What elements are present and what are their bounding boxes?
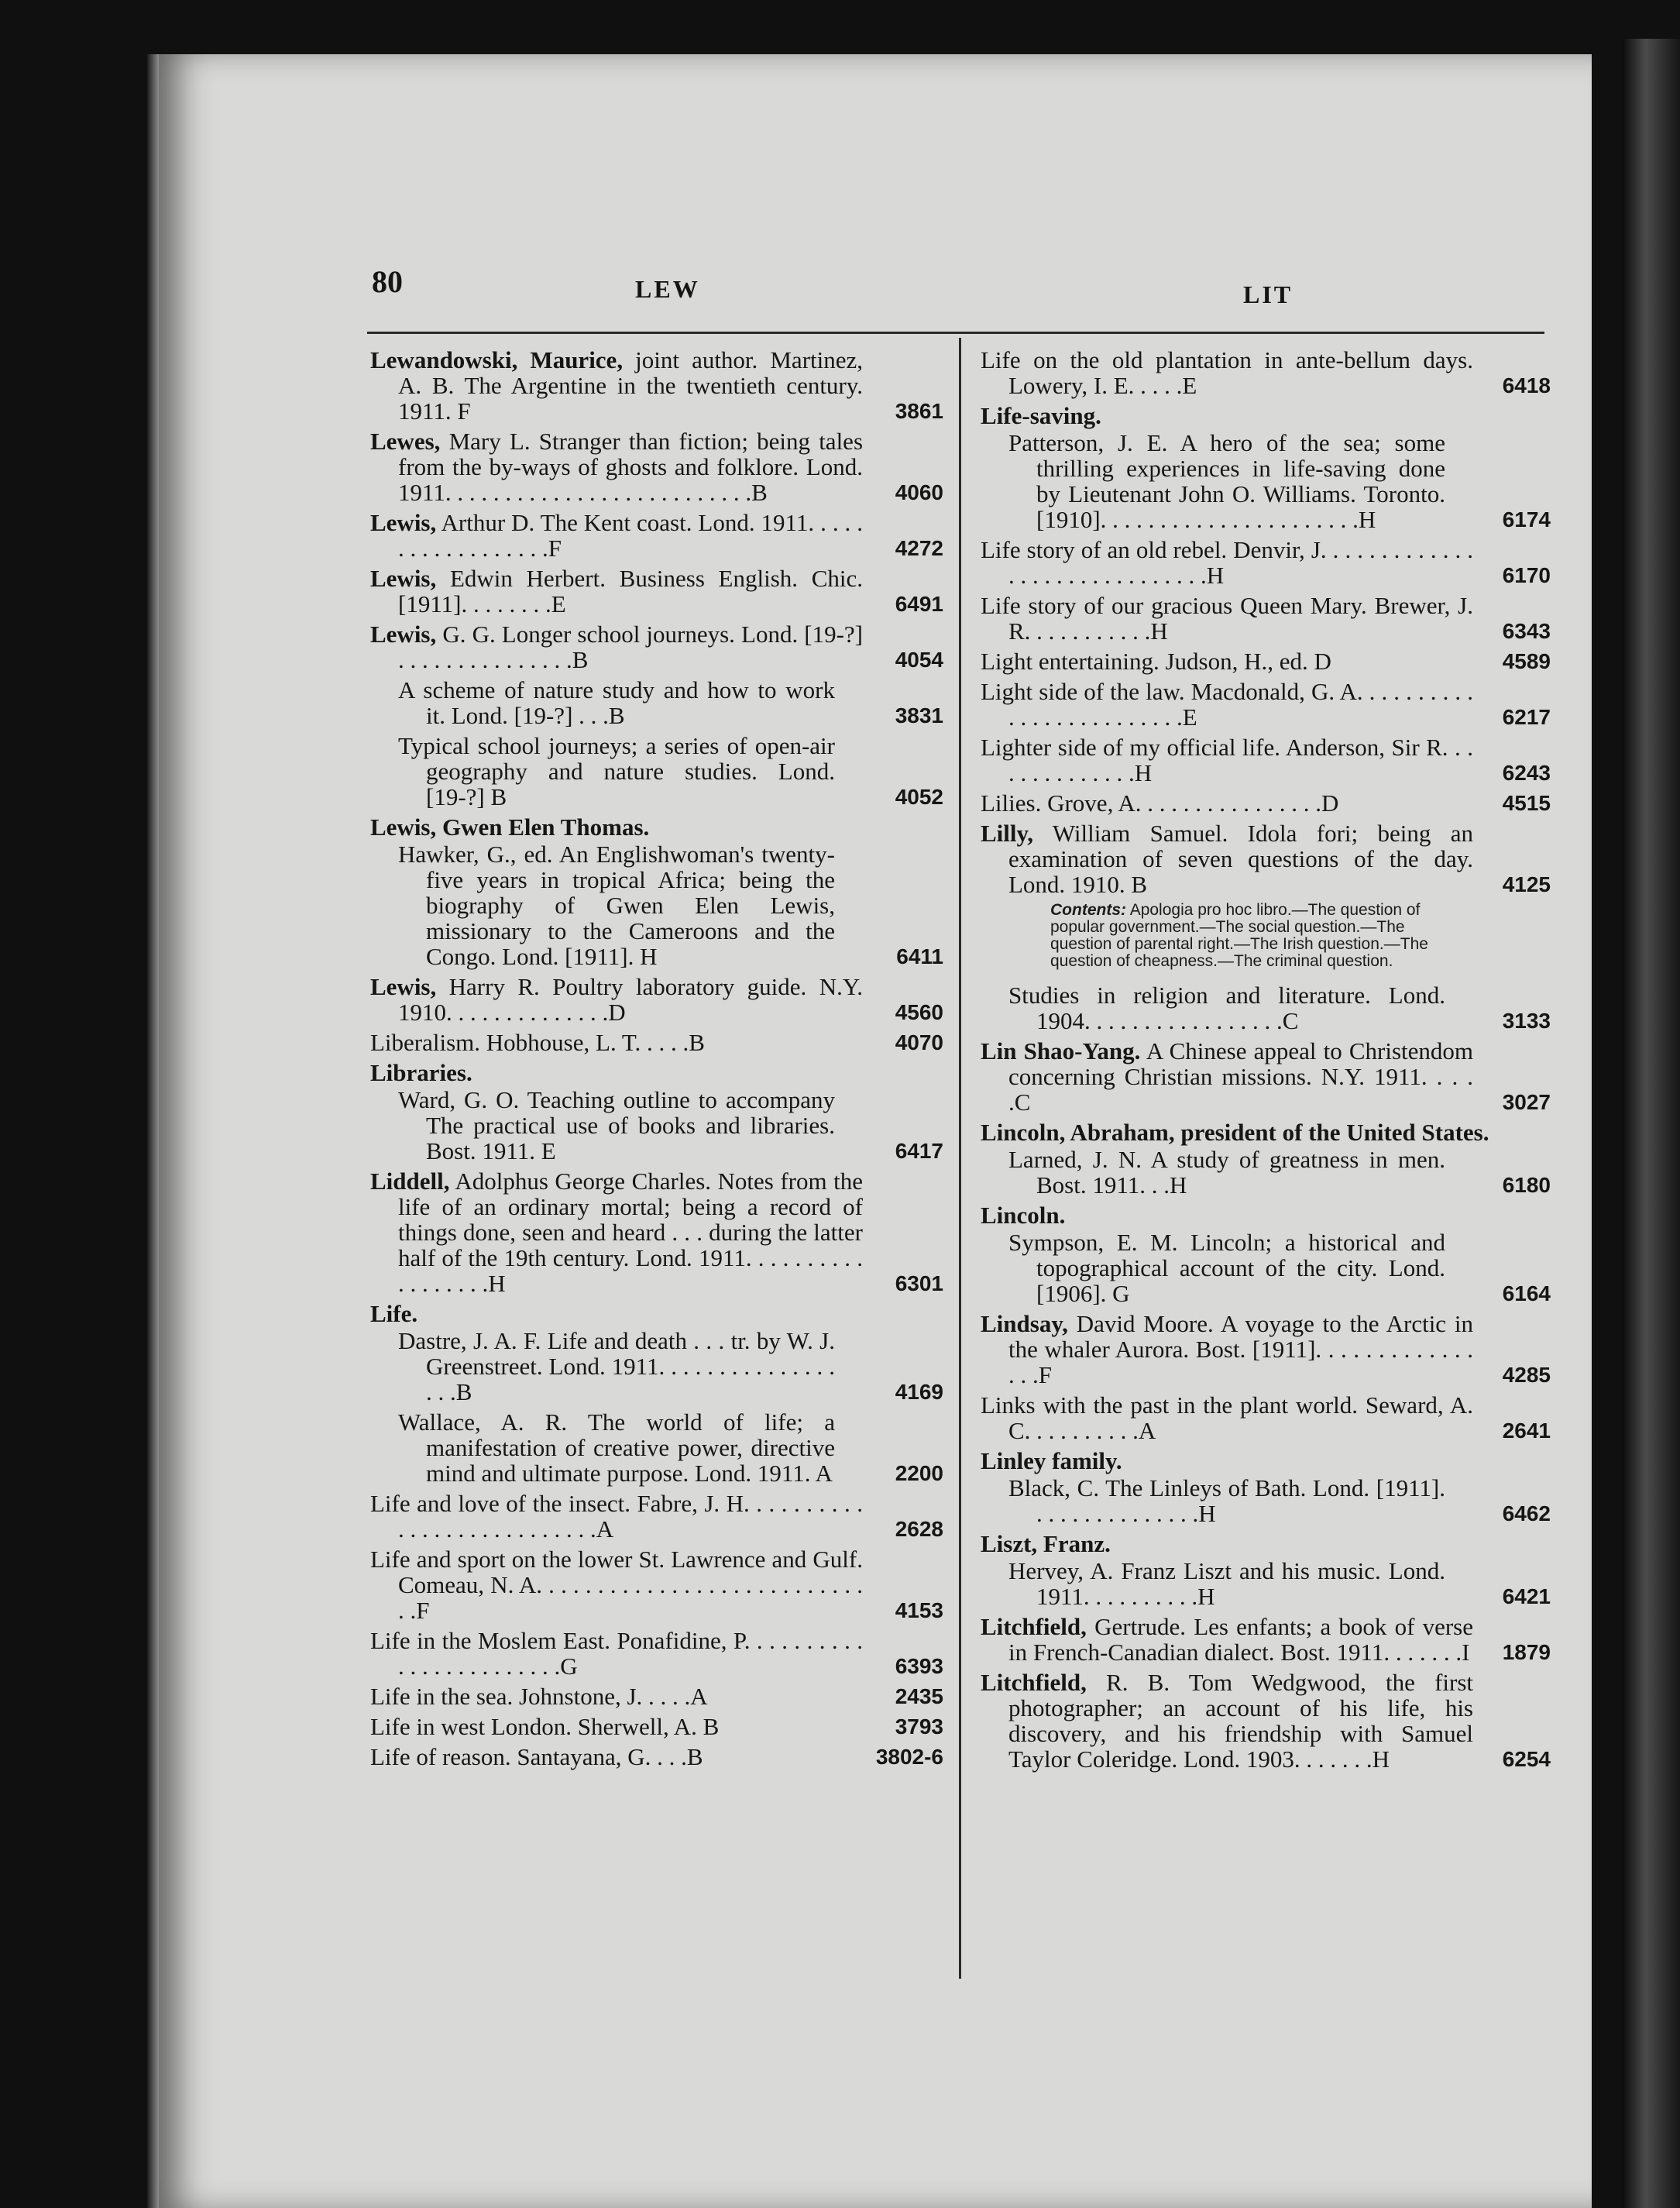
entry-text — [370, 1030, 863, 1055]
entry-description: Ward, G. O. Teaching outline to accompany The practical use of books and libraries. Bost. 1911. E — [398, 1086, 835, 1164]
catalog-entry — [370, 1087, 943, 1164]
entry-text — [981, 1392, 1473, 1443]
entry-description: G. G. Longer school journeys. Lond. [19-?] . . . . . . . . . . . . . . .B — [398, 621, 864, 673]
entry-text — [370, 677, 835, 728]
entry-description: Arthur D. The Kent coast. Lond. 1911. . . . . . . . . . . . . . . . . .F — [398, 509, 863, 562]
call-number: 4070 — [895, 1030, 943, 1054]
entry-description: Light side of the law. Macdonald, G. A. . . . . . . . . . . . . . . . . . . . . . . . .E — [981, 678, 1473, 731]
entry-text — [981, 1475, 1445, 1526]
catalog-entry — [370, 1684, 943, 1709]
catalog-entry — [981, 679, 1551, 730]
entry-description: Links with the past in the plant world. Seward, A. C. . . . . . . . . .A — [981, 1391, 1473, 1444]
entry-description: Life of reason. Santayana, G. . . .B — [370, 1743, 703, 1770]
call-number: 6421 — [1502, 1584, 1551, 1608]
entry-text — [981, 1311, 1473, 1388]
call-number: 3831 — [895, 703, 943, 727]
catalog-entry — [370, 1030, 943, 1055]
entry-text — [370, 1491, 863, 1542]
entry-description: Typical school journeys; a series of open-air geography and nature studies. Lond. [19-?] B — [398, 732, 835, 810]
entry-description: Lilies. Grove, A. . . . . . . . . . . . . . . .D — [981, 789, 1339, 817]
catalog-entry — [981, 790, 1551, 816]
entry-description: William Samuel. Idola fori; being an examination of seven questions of the day. Lond. 1910. B — [1008, 820, 1473, 898]
catalog-entry — [981, 1558, 1551, 1609]
catalog-entry — [370, 1328, 943, 1405]
call-number: 6170 — [1502, 563, 1551, 587]
entry-text — [981, 648, 1473, 674]
entry-text — [370, 1168, 863, 1296]
entry-text — [981, 537, 1473, 588]
call-number: 6301 — [895, 1271, 943, 1295]
subject-heading: Life-saving. — [981, 402, 1101, 429]
entry-text — [370, 974, 863, 1025]
catalog-entry — [370, 1491, 943, 1542]
entry-description: joint author. Martinez, A. B. The Argentine in the twentieth century. 1911. F — [398, 346, 864, 425]
call-number: 6411 — [896, 944, 943, 968]
entry-description: Dastre, J. A. F. Life and death . . . tr. by W. J. Greenstreet. Lond. 1911. . . . . . . . . . . . . . . . . .B — [398, 1327, 835, 1405]
catalog-entry — [981, 1230, 1551, 1306]
right-page-edge — [1623, 39, 1680, 2208]
left-column — [370, 347, 943, 1774]
entry-text — [370, 1744, 863, 1769]
catalog-entry — [981, 347, 1551, 398]
entry-author: Litchfield, — [981, 1669, 1087, 1696]
entry-author: Lindsay, — [981, 1310, 1068, 1337]
entry-description: Sympson, E. M. Lincoln; a historical and topographical account of the city. Lond. [1906]. G — [1008, 1229, 1445, 1307]
entry-description: Larned, J. N. A study of greatness in men. Bost. 1911. . .H — [1008, 1146, 1445, 1199]
catalog-entry — [981, 734, 1551, 786]
call-number: 4560 — [895, 1000, 943, 1024]
subject-heading: Linley family. — [981, 1447, 1122, 1474]
call-number: 4285 — [1502, 1363, 1551, 1387]
entry-description: Light entertaining. Judson, H., ed. D — [981, 648, 1331, 675]
entry-description: Adolphus George Charles. Notes from the life of an ordinary mortal; being a record of things done, seen and heard . . . during the latter half of the 19th century. Lond. 1911. . . . . . . . . . . . . . . . . .H — [398, 1168, 863, 1297]
header-rule — [367, 332, 1544, 334]
catalog-entry — [370, 1714, 943, 1739]
entry-text — [981, 347, 1473, 398]
entry-text — [981, 1670, 1473, 1772]
catalog-entry — [370, 428, 943, 505]
call-number: 6254 — [1502, 1747, 1551, 1771]
entry-text — [370, 1546, 863, 1623]
catalog-entry — [981, 1392, 1551, 1443]
entry-text — [370, 841, 835, 969]
entry-author: Litchfield, — [981, 1613, 1087, 1640]
right-column — [981, 347, 1551, 1776]
catalog-entry — [370, 1546, 943, 1623]
left-guide-word: LEW — [635, 275, 700, 303]
call-number: 6343 — [1502, 619, 1551, 643]
catalog-entry — [981, 1614, 1551, 1665]
catalog-entry — [981, 820, 1551, 897]
contents-label: Contents: — [1050, 901, 1126, 919]
entry-text — [370, 510, 863, 561]
catalog-entry — [370, 1744, 943, 1769]
catalog-entry — [981, 648, 1551, 674]
call-number: 6418 — [1502, 373, 1551, 397]
catalog-entry — [981, 537, 1551, 588]
entry-author: Lin Shao-Yang. — [981, 1037, 1141, 1064]
catalog-entry — [981, 1311, 1551, 1388]
entry-text — [370, 1628, 863, 1679]
call-number: 1879 — [1502, 1640, 1551, 1664]
entry-description: Patterson, J. E. A hero of the sea; some thrilling experiences in life-saving done by Lieutenant John O. Williams. Toronto. [1910]. . . . . . . . . . . . . . . . . . . . . .H — [1008, 429, 1445, 533]
subject-heading: Liszt, Franz. — [981, 1530, 1111, 1557]
contents-note — [1050, 902, 1438, 970]
entry-text — [370, 1328, 835, 1405]
entry-text — [981, 982, 1445, 1033]
entry-text — [981, 790, 1473, 816]
column-divider — [959, 338, 961, 1979]
entry-description: Hawker, G., ed. An Englishwoman's twenty-five years in tropical Africa; being the biography of Gwen Elen Lewis, missionary to the Cameroons and the Congo. Lond. [1911]. H — [398, 841, 835, 970]
right-guide-word: LIT — [1243, 280, 1293, 308]
entry-description: Life in the sea. Johnstone, J. . . . .A — [370, 1683, 708, 1710]
call-number: 2628 — [895, 1517, 943, 1541]
catalog-entry — [981, 1147, 1551, 1198]
page-number: 80 — [372, 264, 403, 299]
call-number: 2435 — [895, 1684, 943, 1708]
entry-text — [981, 1230, 1445, 1306]
entry-description: Life in west London. Sherwell, A. B — [370, 1713, 720, 1740]
entry-author: Lilly, — [981, 820, 1034, 847]
call-number: 4169 — [895, 1380, 943, 1404]
call-number: 6164 — [1502, 1281, 1551, 1305]
entry-author: Lewis, — [370, 973, 437, 1000]
call-number: 6393 — [895, 1654, 943, 1678]
catalog-entry — [370, 510, 943, 561]
entry-description: Harry R. Poultry laboratory guide. N.Y. 1910. . . . . . . . . . . . . .D — [398, 973, 863, 1026]
catalog-entry — [370, 974, 943, 1025]
entry-description: Wallace, A. R. The world of life; a manifestation of creative power, directive mind and ultimate purpose. Lond. 1911. A — [398, 1408, 835, 1487]
entry-author: Liddell, — [370, 1168, 450, 1195]
entry-text — [981, 734, 1473, 786]
catalog-entry — [370, 1168, 943, 1296]
call-number: 4153 — [895, 1598, 943, 1622]
call-number: 6217 — [1502, 705, 1551, 729]
entry-description: Life on the old plantation in ante-bellum days. Lowery, I. E. . . . .E — [981, 346, 1473, 399]
entry-text — [981, 430, 1445, 532]
catalog-entry — [370, 677, 943, 728]
entry-description: Hervey, A. Franz Liszt and his music. Lond. 1911. . . . . . . . . .H — [1008, 1557, 1445, 1610]
entry-text — [370, 428, 863, 505]
entry-author: Lewandowski, Maurice, — [370, 346, 624, 373]
entry-description: Lighter side of my official life. Anderson, Sir R. . . . . . . . . . . . . .H — [981, 734, 1473, 786]
entry-description: Life story of an old rebel. Denvir, J. . . . . . . . . . . . . . . . . . . . . . . . . . . . . .H — [981, 536, 1473, 589]
catalog-entry — [981, 1475, 1551, 1526]
entry-description: A Chinese appeal to Christendom concerning Christian missions. N.Y. 1911. . . . .C — [1008, 1037, 1474, 1116]
entry-description: Mary L. Stranger than fiction; being tales from the by-ways of ghosts and folklore. Lond. 1911. . . . . . . . . . . . . . . . . . . . . . . . . .B — [398, 428, 864, 506]
entry-text — [370, 1714, 863, 1739]
catalog-entry — [370, 1628, 943, 1679]
subject-heading: Life. — [370, 1300, 418, 1327]
entry-text — [370, 1684, 863, 1709]
call-number: 6243 — [1502, 761, 1551, 785]
entry-text — [370, 347, 863, 424]
entry-description: R. B. Tom Wedgwood, the first photographer; an account of his life, his discovery, and his friendship with Samuel Taylor Coleridge. Lond. 1903. . . . . . .H — [1008, 1669, 1474, 1773]
catalog-entry — [370, 566, 943, 617]
entry-description: Gertrude. Les enfants; a book of verse in French-Canadian dialect. Bost. 1911. . . . . . .I — [1008, 1613, 1474, 1666]
catalog-entry — [370, 347, 943, 424]
entry-description: Life story of our gracious Queen Mary. Brewer, J. R. . . . . . . . . . .H — [981, 592, 1473, 645]
catalog-entry — [370, 841, 943, 969]
call-number: 4272 — [895, 536, 943, 560]
catalog-entry — [370, 733, 943, 810]
entry-description: Edwin Herbert. Business English. Chic. [1911]. . . . . . . .E — [398, 565, 864, 617]
call-number: 4589 — [1502, 649, 1551, 673]
catalog-entry — [981, 982, 1551, 1033]
catalog-entry — [981, 1670, 1551, 1772]
entry-text — [981, 593, 1473, 644]
call-number: 6462 — [1502, 1501, 1551, 1525]
entry-text — [981, 820, 1473, 897]
entry-description: A scheme of nature study and how to work it. Lond. [19-?] . . .B — [398, 676, 835, 729]
entry-text — [981, 679, 1473, 730]
entry-text — [981, 1614, 1473, 1665]
contents-text: Apologia pro hoc libro.—The question of popular government.—The social question.—The question of parental right.—The Irish question.—The question of cheapness.—The criminal question. — [1050, 901, 1428, 970]
call-number: 3802-6 — [875, 1745, 943, 1769]
entry-text — [370, 1409, 835, 1486]
entry-text — [981, 1038, 1473, 1115]
catalog-entry — [981, 430, 1551, 532]
call-number: 3861 — [895, 399, 943, 423]
call-number: 6180 — [1502, 1173, 1551, 1197]
subject-heading: Lincoln, Abraham, president of the United States. — [981, 1119, 1489, 1146]
call-number: 6174 — [1502, 507, 1551, 531]
call-number: 2200 — [895, 1461, 943, 1485]
entry-description: Life and sport on the lower St. Lawrence and Gulf. Comeau, N. A. . . . . . . . . . . . . . . . . . . . . . . . . . . . .F — [370, 1546, 863, 1624]
call-number: 6491 — [895, 592, 943, 616]
entry-description: Liberalism. Hobhouse, L. T. . . . .B — [370, 1029, 705, 1056]
entry-author: Lewes, — [370, 428, 441, 455]
catalog-entry — [370, 621, 943, 672]
catalog-entry — [981, 1038, 1551, 1115]
call-number: 2641 — [1502, 1419, 1551, 1443]
call-number: 4060 — [895, 480, 943, 504]
entry-text — [370, 733, 835, 810]
call-number: 4054 — [895, 648, 943, 672]
entry-description: David Moore. A voyage to the Arctic in the whaler Aurora. Bost. [1911]. . . . . . . . . . . . . . . .F — [1008, 1310, 1474, 1388]
entry-text — [370, 1087, 835, 1164]
call-number: 4125 — [1502, 872, 1551, 896]
entry-text — [981, 1558, 1445, 1609]
entry-text — [981, 1147, 1445, 1198]
call-number: 6417 — [895, 1139, 943, 1163]
entry-text — [370, 621, 863, 672]
catalog-entry — [370, 1409, 943, 1486]
entry-description: Black, C. The Linleys of Bath. Lond. [1911]. . . . . . . . . . . . . . .H — [1008, 1474, 1445, 1527]
subject-heading: Lewis, Gwen Elen Thomas. — [370, 813, 650, 841]
subject-heading: Libraries. — [370, 1059, 472, 1086]
subject-heading: Lincoln. — [981, 1202, 1066, 1229]
catalog-entry — [981, 593, 1551, 644]
entry-text — [370, 566, 863, 617]
entry-description: Life and love of the insect. Fabre, J. H. . . . . . . . . . . . . . . . . . . . . . . . . . .A — [370, 1490, 863, 1543]
call-number: 4515 — [1502, 791, 1551, 815]
call-number: 3133 — [1502, 1009, 1551, 1033]
call-number: 3793 — [895, 1714, 943, 1739]
entry-description: Studies in religion and literature. Lond. 1904. . . . . . . . . . . . . . . . .C — [1008, 982, 1445, 1034]
call-number: 4052 — [895, 785, 943, 809]
entry-description: Life in the Moslem East. Ponafidine, P. . . . . . . . . . . . . . . . . . . . . . . .G — [370, 1627, 863, 1680]
call-number: 3027 — [1502, 1090, 1551, 1114]
entry-author: Lewis, — [370, 509, 437, 536]
entry-author: Lewis, — [370, 565, 437, 592]
entry-author: Lewis, — [370, 621, 437, 648]
